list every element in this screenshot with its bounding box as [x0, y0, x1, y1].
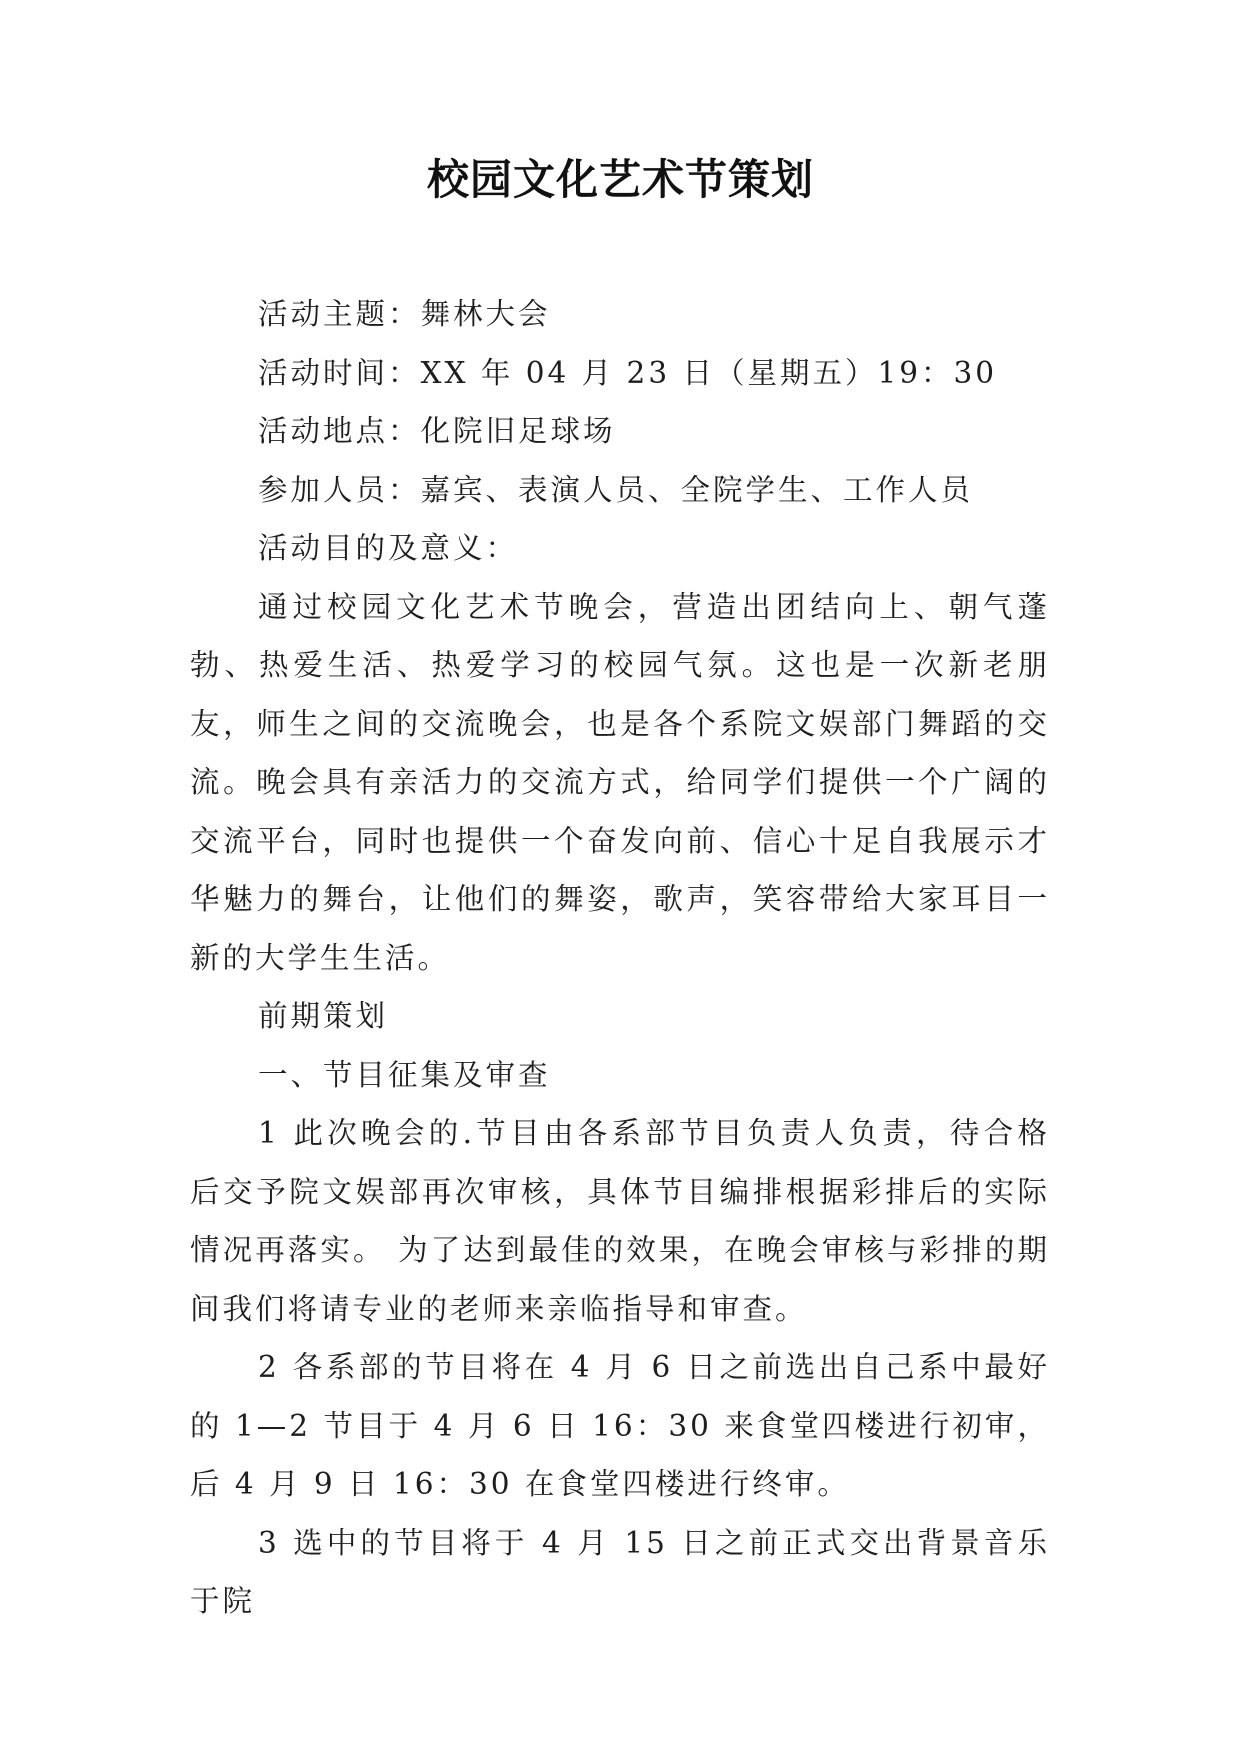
document-title: 校园文化艺术节策划 [426, 155, 814, 204]
paragraph-item-3: 3 选中的节目将于 4 月 15 日之前正式交出背景音乐于院 [190, 1525, 1050, 1618]
paragraph-purpose-body: 通过校园文化艺术节晚会，营造出团结向上、朝气蓬勃、热爱生活、热爱学习的校园气氛。这也是一次新老朋友，师生之间的交流晚会，也是各个系院文娱部门舞蹈的交流。晚会具有亲活力的交流方式，给同学们提供一个广阔的交流平台，同时也提供一个奋发向前、信心十足自我展示才华魅力的舞台，让他们的舞姿，歌声，笑容带给大家耳目一新的大学生生活。 [190, 589, 1050, 975]
paragraph-item-2: 2 各系部的节目将在 4 月 6 日之前选出自己系中最好的 1—2 节目于 4 月 6 日 16：30 来食堂四楼进行初审，后 4 月 9 日 16：30 在食堂四楼进行终审。 [190, 1350, 1050, 1501]
document-body [190, 285, 1050, 1631]
paragraph-activity-location: 活动地点：化院旧足球场 [258, 414, 616, 448]
paragraph-purpose-heading: 活动目的及意义： [258, 531, 519, 565]
paragraph-participants: 参加人员：嘉宾、表演人员、全院学生、工作人员 [258, 472, 974, 507]
paragraph-item-1: 1 此次晚会的.节目由各系部节目负责人负责，待合格后交予院文娱部再次审核，具体节目编排根据彩排后的实际情况再落实。 为了达到最佳的效果，在晚会审核与彩排的期间我们将请专业的老师来亲临指导和审查。 [190, 1116, 1050, 1326]
paragraph-early-planning: 前期策划 [258, 999, 389, 1033]
paragraph-activity-theme: 活动主题：舞林大会 [258, 297, 551, 331]
paragraph-section-one: 一、节目征集及审查 [258, 1057, 551, 1092]
paragraph-activity-time: 活动时间：XX 年 04 月 23 日（星期五）19：30 [258, 355, 998, 390]
